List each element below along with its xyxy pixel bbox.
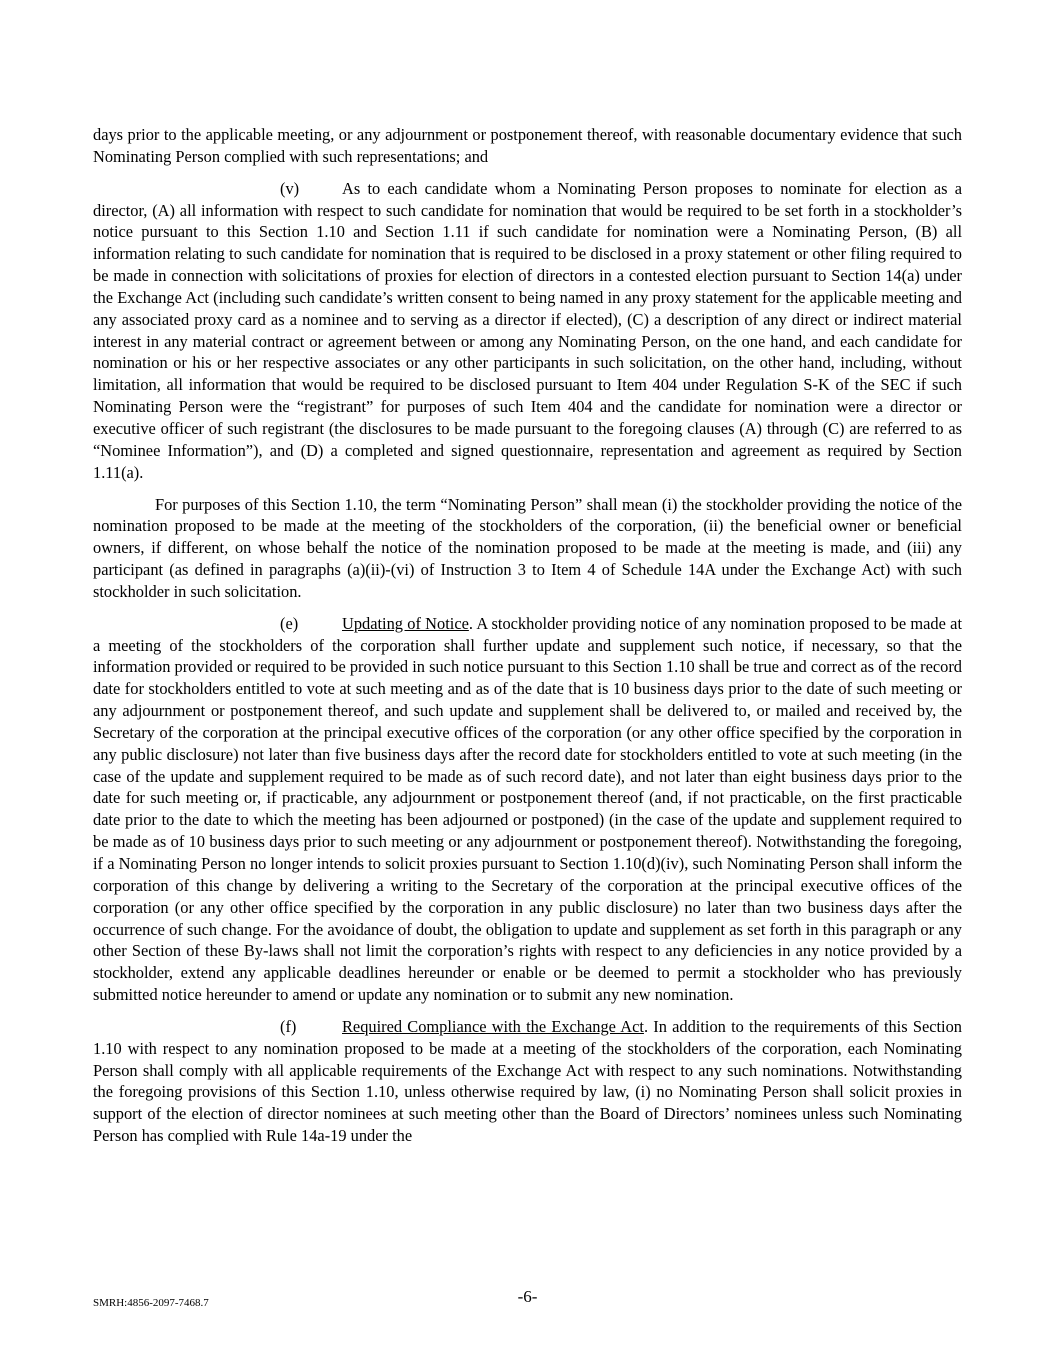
paragraph-text: days prior to the applicable meeting, or any adjournment or postponement thereof, with reasonable documentary evidence that such Nominating Person complied with such representations; and <box>93 125 962 166</box>
document-body <box>93 124 962 1157</box>
section-heading: Required Compliance with the Exchange Act <box>342 1016 644 1036</box>
footer-document-id: SMRH:4856-2097-7468.7 <box>93 1297 209 1309</box>
paragraph-text: . In addition to the requirements of this Section 1.10 with respect to any nomination proposed to be made at a meeting of the stockholders of the corporation, each Nominating Person shall comply with all applicable requirements of the Exchange Act with respect to any such nominations. Notwithstanding the foregoing provisions of this Section 1.10, unless otherwise required by law, (i) no Nominating Person shall solicit proxies in support of the election of director nominees at such meeting other than the Board of Directors’ nominees unless such Nominating Person has complied with Rule 14a-19 under the <box>93 1016 963 1146</box>
paragraph-text: For purposes of this Section 1.10, the term “Nominating Person” shall mean (i) the stockholder providing the notice of the nomination proposed to be made at the meeting of the stockholders of the corporation, (ii) the beneficial owner or beneficial owners, if different, on whose behalf the notice of the nomination proposed to be made at the meeting is made, and (iii) any participant (as defined in paragraphs (a)(ii)-(vi) of Instruction 3 to Item 4 of Schedule 14A under the Exchange Act) with such stockholder in such solicitation. <box>93 494 962 601</box>
clause-marker: (v) <box>280 178 300 198</box>
section-marker: (f) <box>280 1016 297 1036</box>
footer-page-number: -6- <box>517 1287 538 1306</box>
paragraph-continuation <box>93 124 962 168</box>
section-marker: (e) <box>280 613 299 633</box>
section-heading: Updating of Notice <box>342 613 469 633</box>
paragraph-text: As to each candidate whom a Nominating Person proposes to nominate for election as a director, (A) all information with respect to such candidate for nomination that would be required to be set forth in a stockholder’s notice pursuant to this Section 1.10 and Section 1.11 if such candidate for nomination were a Nominating Person, (B) all information relating to such candidate for nomination that is required to be disclosed in a proxy statement or other filing required to be made in connection with solicitations of proxies for election of directors in a contested election pursuant to Section 14(a) under the Exchange Act (including such candidate’s written consent to being named in any proxy statement for the applicable meeting and any associated proxy card as a nominee and to serving as a director if elected), (C) a description of any direct or indirect material interest in any material contract or agreement between or among any Nominating Person, on the one hand, and each candidate for nomination or his or her respective associates or any other participants in such solicitation, on the other hand, including, without limitation, all information that would be required to be disclosed pursuant to Item 404 under Regulation S-K of the SEC if such Nominating Person were the “registrant” for purposes of such Item 404 and the candidate for nomination were a director or executive officer of such registrant (the disclosures to be made pursuant to the foregoing clauses (A) through (C) are referred to as “Nominee Information”), and (D) a completed and signed questionnaire, representation and agreement as required by Section 1.11(a). <box>93 178 962 482</box>
paragraph-section-f <box>93 1016 962 1147</box>
paragraph-text: . A stockholder providing notice of any nomination proposed to be made at a meeting of the stockholders of the corporation shall further update and supplement such notice, if necessary, so that the information provided or required to be provided in such notice pursuant to this Section 1.10 shall be true and correct as of the record date for stockholders entitled to vote at such meeting and as of the date that is 10 business days prior to the date of such meeting or any adjournment or postponement thereof, and such update and supplement shall be delivered to, or mailed and received by, the Secretary of the corporation at the principal executive offices of the corporation (or any other office specified by the corporation in any public disclosure) not later than five business days after the record date for stockholders entitled to vote at such meeting (in the case of the update and supplement required to be made as of such record date), and not later than eight business days prior to the date for such meeting or, if practicable, any adjournment or postponement thereof (and, if not practicable, on the first practicable date prior to the date to which the meeting has been adjourned or postponed) (in the case of the update and supplement required to be made as of 10 business days prior to such meeting or any adjournment or postponement thereof). Notwithstanding the foregoing, if a Nominating Person no longer intends to solicit proxies pursuant to Section 1.10(d)(iv), such Nominating Person shall inform the corporation of this change by delivering a writing to the Secretary of the corporation at the principal executive offices of the corporation (or any other office specified by the corporation in any public disclosure) no later than two business days after the occurrence of such change. For the avoidance of doubt, the obligation to update and supplement as set forth in this paragraph or any other Section of these By-laws shall not limit the corporation’s rights with respect to any deficiencies in any notice provided by a stockholder, extend any applicable deadlines hereunder or enable or be deemed to permit a stockholder who has previously submitted notice hereunder to amend or update any nomination or to submit any new nomination. <box>93 613 962 1005</box>
paragraph-section-e <box>93 613 962 1006</box>
paragraph-definition <box>93 494 962 603</box>
paragraph-clause-v <box>93 178 962 484</box>
